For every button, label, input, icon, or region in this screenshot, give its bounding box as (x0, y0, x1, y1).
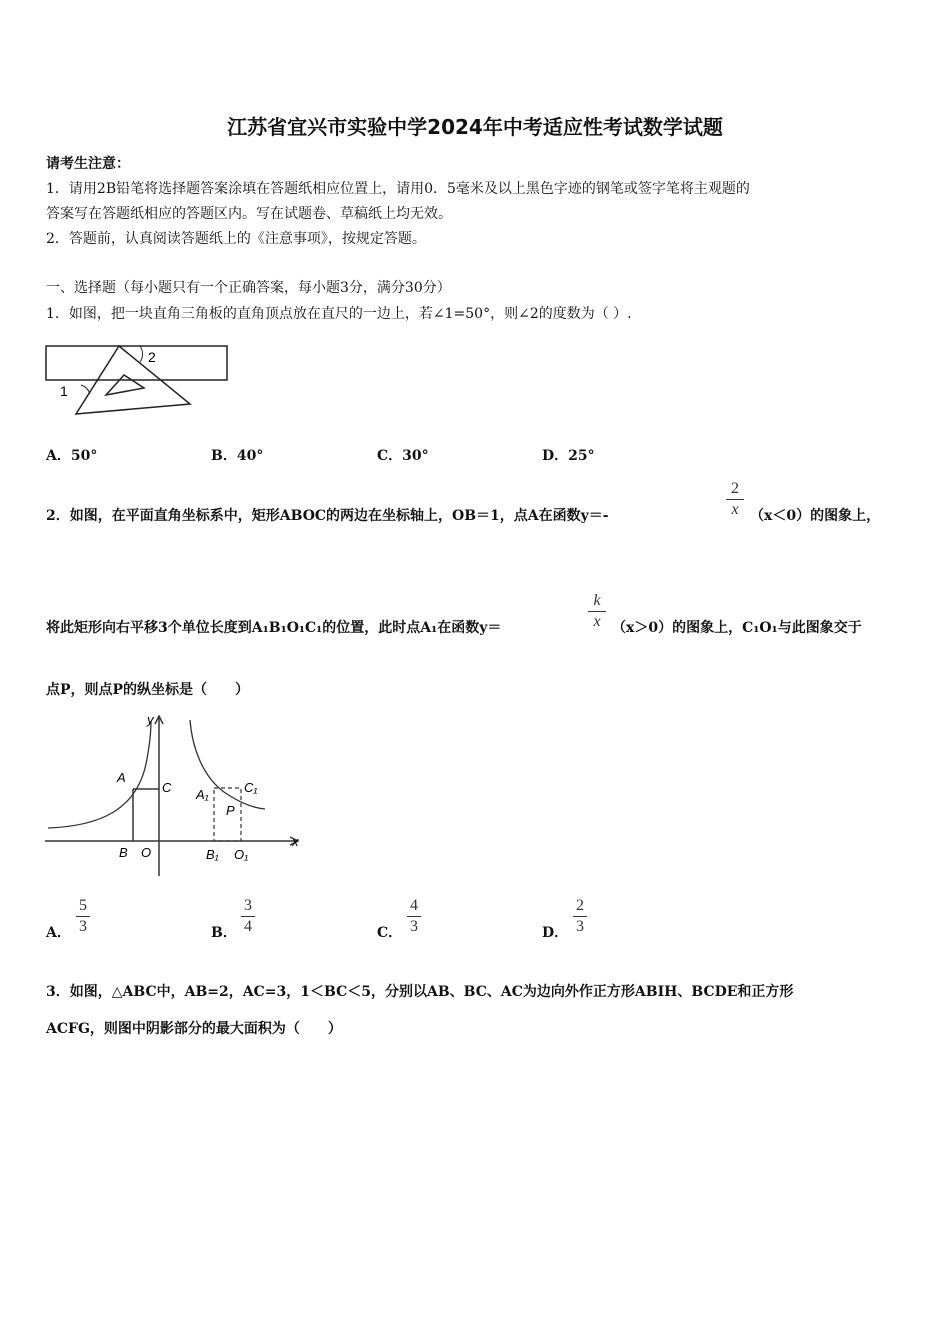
q2-line2-post: （x＞0）的图象上，C₁O₁与此图象交于 (612, 620, 862, 636)
fraction-bar (241, 916, 255, 917)
ruler-triangle-figure (40, 338, 240, 420)
notice-line-3: 2．答题前，认真阅读答题纸上的《注意事项》，按规定答题。 (46, 231, 426, 247)
q2-frac2-numerator: k (593, 592, 601, 609)
q2-option-c-fraction (407, 897, 421, 936)
label-x: x (292, 834, 299, 849)
label-b1: B₁ (206, 847, 219, 862)
fraction-bar (76, 916, 90, 917)
q2-option-c-denominator: 3 (410, 918, 418, 935)
notice-heading: 请考生注意： (46, 156, 130, 172)
page-title: 江苏省宜兴市实验中学2024年中考适应性考试数学试题 (227, 115, 723, 139)
label-y: y (147, 712, 154, 727)
left-hyperbola-curve (48, 721, 151, 828)
q2-option-c-numerator: 4 (410, 897, 418, 914)
q2-option-b-fraction (241, 897, 255, 936)
fraction-bar (588, 611, 606, 612)
ruler-shape (46, 346, 227, 380)
question-3-line-1: 3．如图，△ABC中，AB=2，AC=3，1＜BC＜5，分别以AB、BC、AC为边向外作正方形ABIH、BCDE和正方形 (46, 984, 794, 1000)
notice-line-1: 1．请用2B铅笔将选择题答案涂填在答题纸相应位置上，请用0．5毫米及以上黑色字迹的钢笔或签字笔将主观题的 (46, 181, 750, 197)
triangle-inner (106, 375, 144, 395)
fraction-bar (573, 916, 587, 917)
q2-option-a-fraction (76, 897, 90, 936)
label-p: P (226, 803, 235, 818)
angle-2-arc (140, 346, 143, 362)
coordinate-figure (40, 706, 310, 882)
label-o: O (141, 845, 152, 860)
q2-option-d-numerator: 2 (576, 897, 584, 914)
label-o1: O₁ (234, 847, 249, 862)
q2-line1-post: （x＜0）的图象上， (750, 508, 881, 524)
q2-option-b-letter: B． (211, 925, 237, 941)
q1-option-d: D．25° (542, 448, 595, 464)
notice-line-2: 答案写在答题纸相应的答题区内。写在试题卷、草稿纸上均无效。 (46, 206, 452, 222)
angle-1-label: 1 (60, 383, 68, 399)
q2-option-a-letter: A． (46, 925, 71, 941)
section-heading: 一、选择题（每小题只有一个正确答案，每小题3分，满分30分） (46, 280, 451, 296)
q2-option-b-numerator: 3 (244, 897, 252, 914)
question-3-line-2: ACFG，则图中阴影部分的最大面积为（ ） (46, 1021, 342, 1037)
q2-option-d-letter: D． (542, 925, 569, 941)
label-c: C (162, 780, 172, 795)
q2-option-d-denominator: 3 (576, 918, 584, 935)
question-2-line-1 (46, 505, 609, 525)
question-2-line-2: 将此矩形向右平移3个单位长度到A₁B₁O₁C₁的位置，此时点A₁在函数y＝ (46, 620, 502, 636)
q2-line1-text: 2．如图，在平面直角坐标系中，矩形ABOC的两边在坐标轴上，OB＝1，点A在函数y＝- (46, 508, 609, 524)
q2-frac2-denominator: x (593, 613, 601, 630)
question-1-stem: 1．如图，把一块直角三角板的直角顶点放在直尺的一边上，若∠1=50°，则∠2的度数为（ ）. (46, 306, 632, 322)
q1-option-a: A．50° (46, 448, 98, 464)
q2-frac1-denominator: x (731, 501, 739, 518)
q2-option-c-letter: C． (377, 925, 403, 941)
fraction-bar (726, 499, 744, 500)
label-c1: C₁ (244, 780, 258, 795)
q2-option-a-numerator: 5 (79, 897, 87, 914)
angle-2-label: 2 (148, 349, 156, 365)
q2-option-a-denominator: 3 (79, 918, 87, 935)
question-2-line-3: 点P，则点P的纵坐标是（ ） (46, 682, 250, 698)
fraction-bar (407, 916, 421, 917)
label-a1: A₁ (196, 787, 209, 802)
q2-option-b-denominator: 4 (244, 918, 252, 935)
q1-option-b: B．40° (211, 448, 264, 464)
label-a: A (117, 770, 126, 785)
q2-option-d-fraction (573, 897, 587, 936)
label-b: B (119, 845, 128, 860)
q2-frac1-numerator: 2 (731, 480, 739, 497)
q2-fraction-k-over-x (588, 592, 606, 631)
q1-option-c: C．30° (377, 448, 429, 464)
q2-fraction-neg-2-over-x (726, 480, 744, 519)
